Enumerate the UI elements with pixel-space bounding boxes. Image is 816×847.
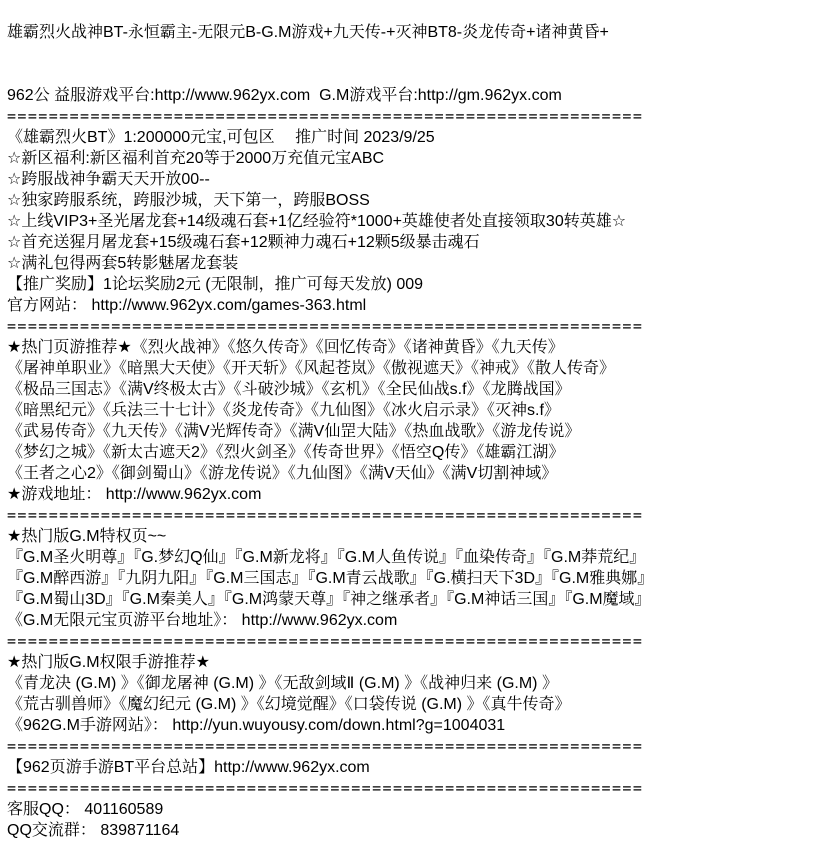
blank-line	[7, 43, 808, 64]
webgames-list-line: 《王者之心2》《御剑蜀山》《游龙传说》《九仙图》《满V天仙》《满V切割神域》	[7, 465, 558, 482]
gm-platform-address-line: 《G.M无限元宝页游平台地址》： http://www.962yx.com	[7, 612, 398, 629]
separator-line: =============================================================	[7, 737, 644, 755]
bt-platform-site-line: 【962页游手游BT平台总站】http://www.962yx.com	[7, 759, 370, 776]
feature-first-charge-line: ☆首充送猩月屠龙套+15级魂石套+12颗神力魂石+12颗5级暴击魂石	[7, 234, 480, 251]
separator-line: =============================================================	[7, 317, 644, 335]
feature-full-gift-line: ☆满礼包得两套5转影魅屠龙套装	[7, 255, 239, 272]
gm-games-list-line: 『G.M圣火明尊』『G.梦幻Q仙』『G.M新龙将』『G.M人鱼传说』『血染传奇』『G.M莽荒纪』	[7, 549, 646, 566]
gm-privilege-header-line: ★热门版G.M特权页~~	[7, 528, 167, 545]
separator-line: =============================================================	[7, 632, 644, 650]
doc-title-line: 雄霸烈火战神BT-永恒霸主-无限元B-G.M游戏+九天传-+灭神BT8-炎龙传奇+诸神黄昏+	[7, 24, 609, 41]
mobile-games-list-line: 《青龙决 (G.M) 》《御龙屠神 (G.M) 》《无敌剑域Ⅱ (G.M) 》《战神归来 (G.M) 》	[7, 675, 558, 692]
feature-cross-server-battle-line: ☆跨服战神争霸天天开放00--	[7, 171, 210, 188]
gm-mobile-header-line: ★热门版G.M权限手游推荐★	[7, 654, 210, 671]
gm-games-list-line: 『G.M醉西游』『九阴九阳』『G.M三国志』『G.M青云战歌』『G.横扫天下3D』『G.M雅典娜』	[7, 570, 654, 587]
game-promo-info-line: 《雄霸烈火BT》1:200000元宝,可包区 推广时间 2023/9/25	[7, 129, 435, 146]
service-qq-line: 客服QQ： 401160589	[7, 801, 164, 818]
hot-webgames-header-line: ★热门页游推荐★《烈火战神》《悠久传奇》《回忆传奇》《诸神黄昏》《九天传》	[7, 339, 564, 356]
webgames-list-line: 《暗黑纪元》《兵法三十七计》《炎龙传奇》《九仙图》《冰火启示录》《灭神s.f》	[7, 402, 560, 419]
feature-vip-line: ☆上线VIP3+圣光屠龙套+14级魂石套+1亿经验符*1000+英雄使者处直接领取30转英雄☆	[7, 213, 627, 230]
webgames-list-line: 《梦幻之城》《新太古遮天2》《烈火剑圣》《传奇世界》《悟空Q传》《雄霸江湖》	[7, 444, 565, 461]
webgames-list-line: 《屠神单职业》《暗黑大天使》《开天斩》《风起苍岚》《傲视遮天》《神戒》《散人传奇》	[7, 360, 616, 377]
promo-reward-line: 【推广奖励】1论坛奖励2元 (无限制，推广可每天发放) 009	[7, 276, 424, 293]
webgames-list-line: 《极品三国志》《满V终极太古》《斗破沙城》《玄机》《全民仙战s.f》《龙腾战国》	[7, 381, 571, 398]
webgames-list-line: 《武易传奇》《九天传》《满V光辉传奇》《满V仙罡大陆》《热血战歌》《游龙传说》	[7, 423, 581, 440]
mobile-site-line: 《962G.M手游网站》： http://yun.wuyousy.com/down.html?g=1004031	[7, 717, 506, 734]
game-address-line: ★游戏地址： http://www.962yx.com	[7, 486, 262, 503]
separator-line: =============================================================	[7, 107, 644, 125]
blank-line	[7, 64, 808, 85]
separator-line: =============================================================	[7, 779, 644, 797]
platform-links-line: 962公 益服游戏平台:http://www.962yx.com G.M游戏平台:http://gm.962yx.com	[7, 87, 562, 104]
qq-group-line: QQ交流群： 839871164	[7, 822, 180, 839]
text-document[interactable]	[7, 22, 808, 847]
gm-games-list-line: 『G.M蜀山3D』『G.M秦美人』『G.M鸿蒙天尊』『神之继承者』『G.M神话三国』『G.M魔域』	[7, 591, 651, 608]
feature-new-zone-line: ☆新区福利:新区福利首充20等于2000万充值元宝ABC	[7, 150, 385, 167]
separator-line: =============================================================	[7, 506, 644, 524]
official-site-line: 官方网站： http://www.962yx.com/games-363.html	[7, 297, 367, 314]
mobile-games-list-line: 《荒古驯兽师》《魔幻纪元 (G.M) 》《幻境觉醒》《口袋传说 (G.M) 》《真牛传奇》	[7, 696, 571, 713]
feature-cross-server-system-line: ☆独家跨服系统，跨服沙城，天下第一，跨服BOSS	[7, 192, 370, 209]
